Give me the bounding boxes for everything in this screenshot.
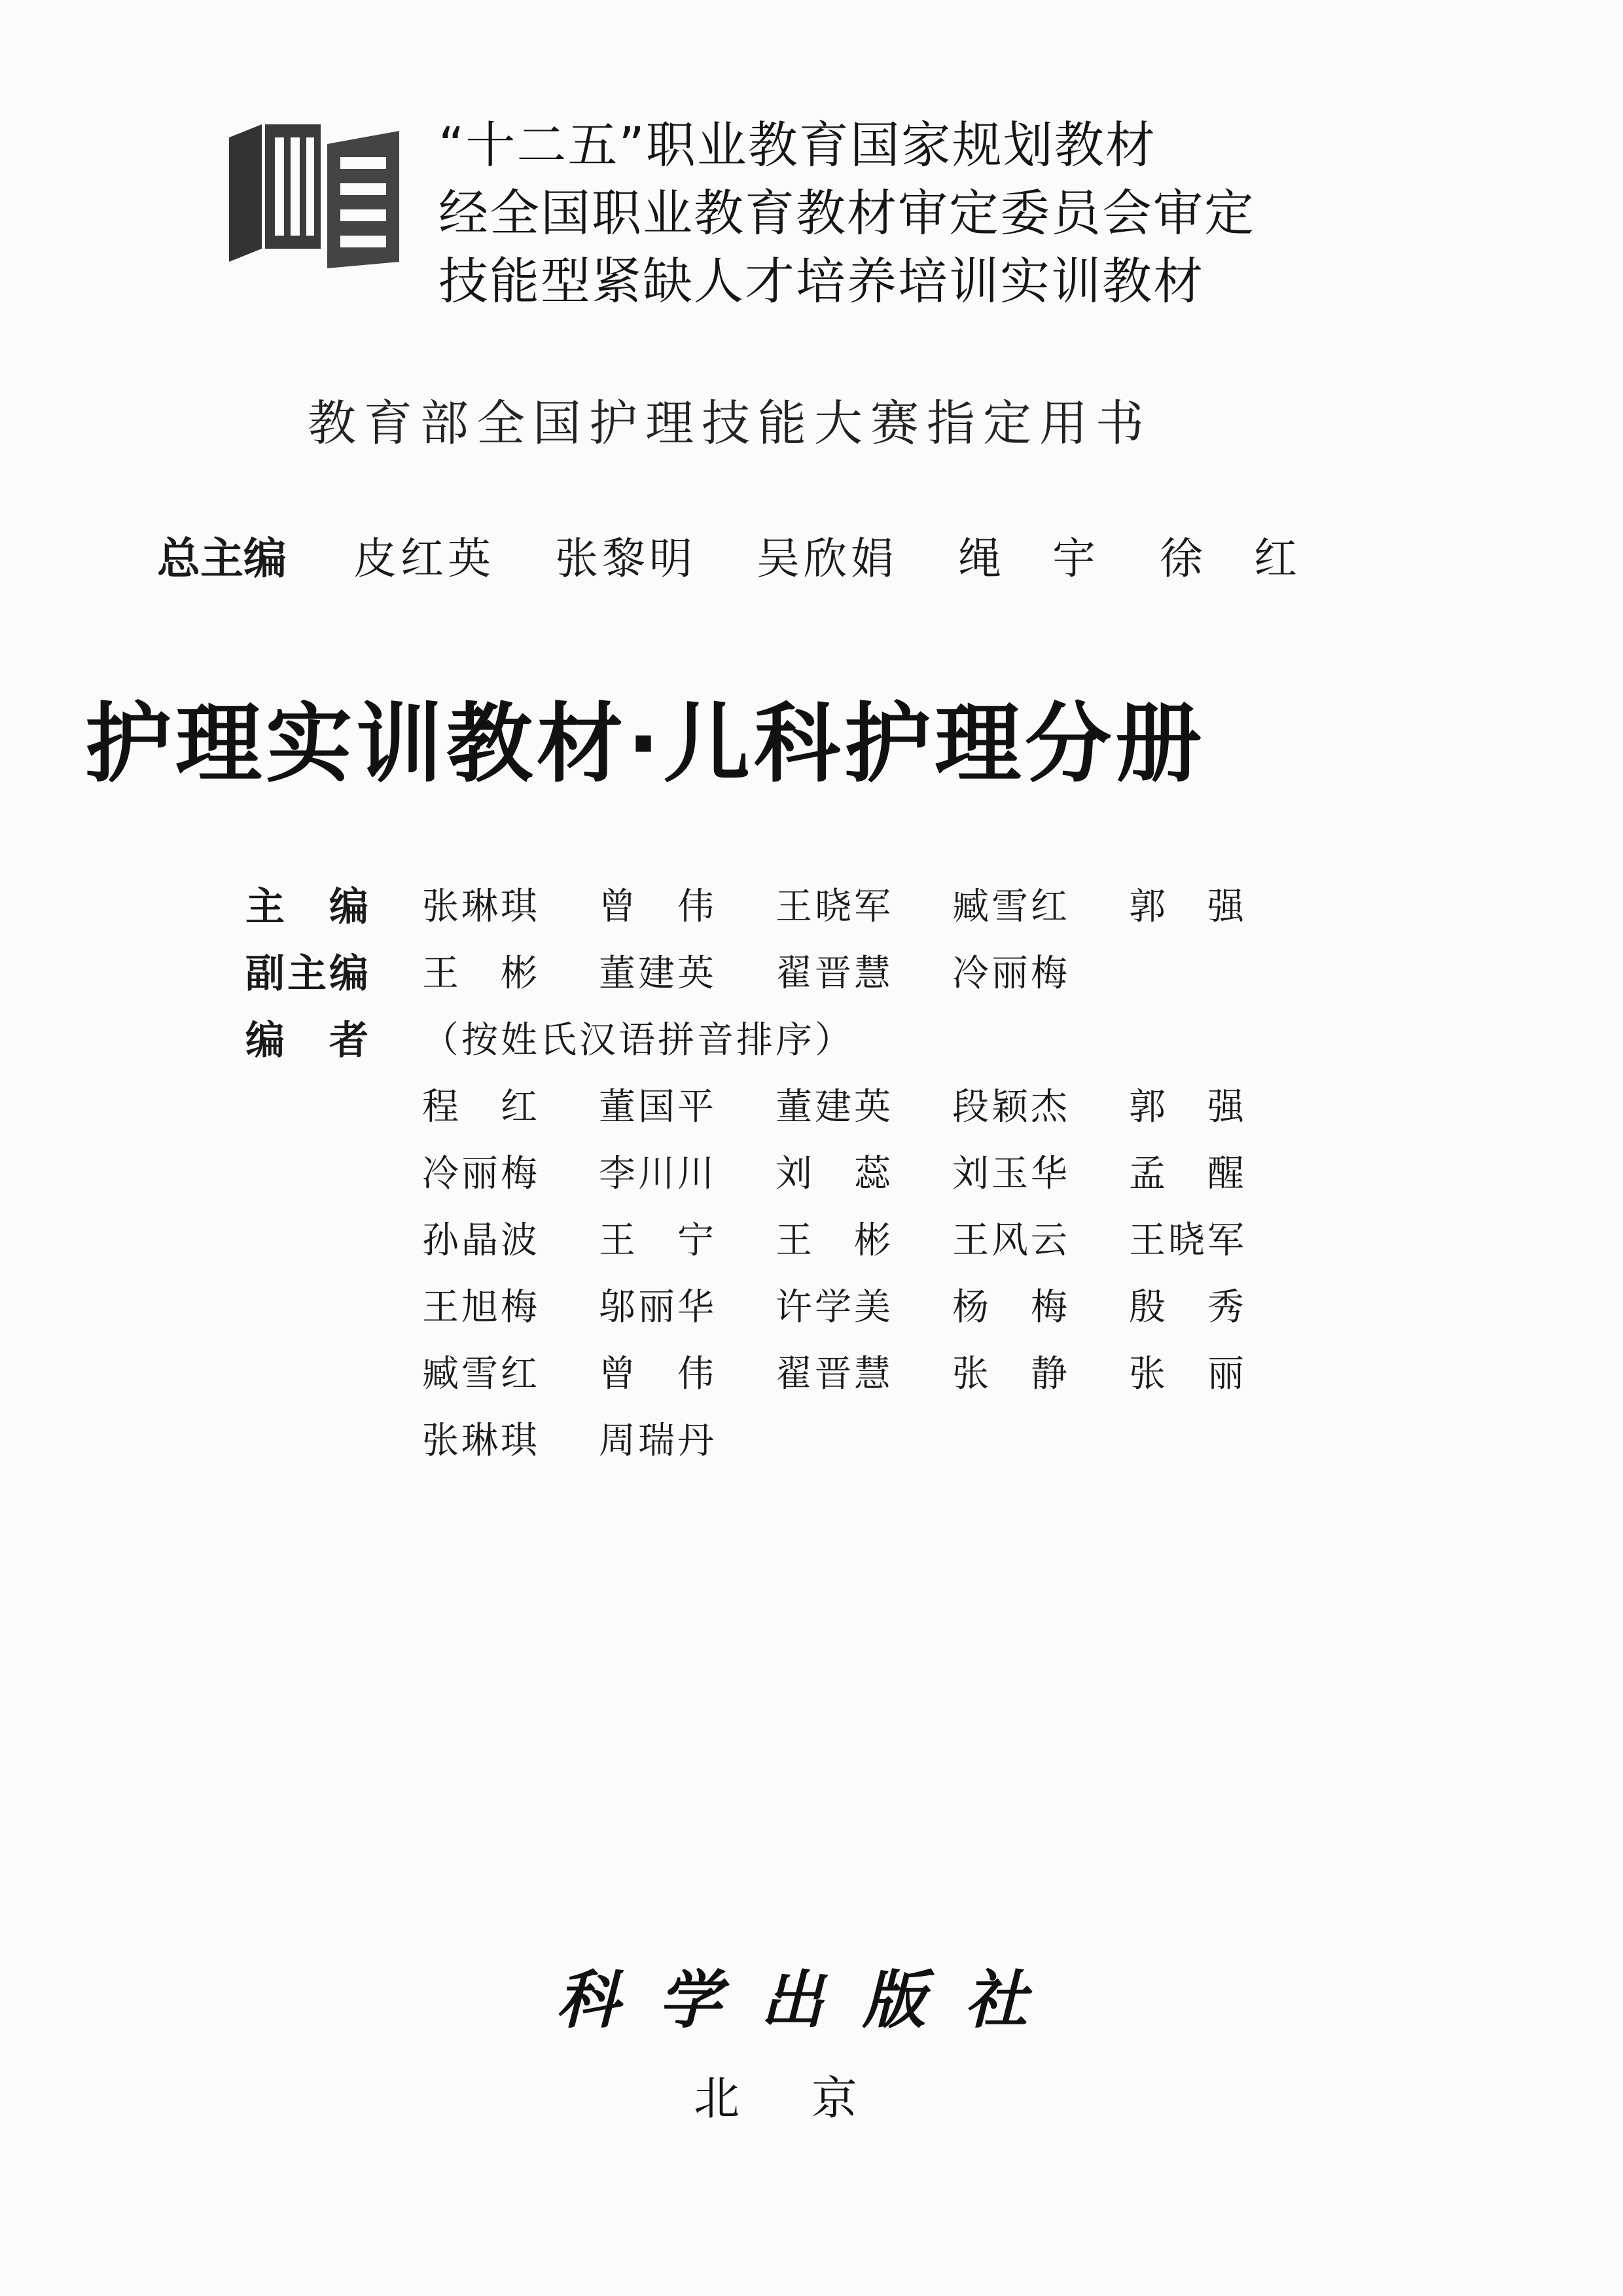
publisher-city: 北京 — [694, 2072, 929, 2125]
authors-row — [422, 1204, 1306, 1271]
author-name: 曾 伟 — [599, 1353, 717, 1395]
author-name: 杨 梅 — [952, 1286, 1070, 1329]
author-name: 董建英 — [776, 1086, 893, 1128]
author-name: 王旭梅 — [422, 1286, 540, 1329]
deputy-editor-name: 董建英 — [599, 952, 717, 995]
authors-header-row — [245, 1004, 1306, 1071]
author-name: 王 宁 — [599, 1219, 717, 1262]
author-name: 孙晶波 — [422, 1219, 540, 1262]
designated-use: 教育部全国护理技能大赛指定用书 — [308, 395, 1152, 452]
authors-row — [422, 1338, 1306, 1405]
author-name: 殷 秀 — [1129, 1286, 1247, 1329]
credits-block — [245, 870, 1306, 1471]
author-name: 冷丽梅 — [422, 1153, 540, 1195]
author-name: 董国平 — [599, 1086, 717, 1128]
deputy-editor-name: 翟晋慧 — [776, 952, 893, 995]
authors-row — [422, 1071, 1306, 1138]
deputy-editors-label: 副主编 — [245, 951, 371, 997]
author-name: 王风云 — [952, 1219, 1070, 1262]
chief-editor-name: 张黎明 — [555, 533, 696, 584]
authors-row — [422, 1271, 1306, 1338]
author-name: 刘玉华 — [952, 1153, 1070, 1195]
editor-name: 臧雪红 — [952, 886, 1070, 928]
author-name: 刘 蕊 — [776, 1153, 893, 1195]
editor-name: 张琳琪 — [422, 886, 540, 928]
author-name: 段颖杰 — [952, 1086, 1070, 1128]
author-name: 许学美 — [776, 1286, 893, 1329]
chief-editor-name: 吴欣娟 — [757, 533, 898, 584]
series-block — [438, 111, 1255, 315]
series-line-3: 技能型紧缺人才培养培训实训教材 — [438, 252, 1204, 310]
editors-row — [245, 870, 1306, 937]
editor-name: 曾 伟 — [599, 886, 717, 928]
editor-name: 王晓军 — [776, 886, 893, 928]
chief-editor-name: 徐 红 — [1160, 533, 1301, 584]
publisher-logo-icon — [223, 118, 406, 275]
editors-label: 主 编 — [245, 884, 371, 930]
authors-label: 编 者 — [245, 1018, 371, 1064]
authors-row — [422, 1138, 1306, 1204]
author-name: 臧雪红 — [422, 1353, 540, 1395]
editor-name: 郭 强 — [1129, 886, 1247, 928]
deputy-editor-name: 王 彬 — [422, 952, 540, 995]
authors-row — [422, 1405, 1306, 1471]
chief-editors — [157, 524, 1361, 586]
author-name: 李川川 — [599, 1153, 717, 1195]
authors-list — [422, 1071, 1306, 1471]
author-name: 孟 醒 — [1129, 1153, 1247, 1195]
author-name: 张 丽 — [1129, 1353, 1247, 1395]
chief-editors-label: 总主编 — [157, 533, 287, 584]
author-name: 张琳琪 — [422, 1420, 540, 1462]
authors-sort-note: （按姓氏汉语拼音排序） — [422, 1019, 854, 1062]
book-title: 护理实训教材·儿科护理分册 — [85, 694, 1206, 795]
author-name: 程 红 — [422, 1086, 540, 1128]
author-name: 周瑞丹 — [599, 1420, 717, 1462]
deputy-editor-name: 冷丽梅 — [952, 952, 1070, 995]
author-name: 王晓军 — [1129, 1219, 1247, 1262]
publisher-name: 科学出版社 — [556, 1963, 1067, 2037]
chief-editor-name: 绳 宇 — [958, 533, 1099, 584]
series-line-1: “十二五”职业教育国家规划教材 — [438, 116, 1156, 174]
author-name: 郭 强 — [1129, 1086, 1247, 1128]
author-name: 翟晋慧 — [776, 1353, 893, 1395]
series-line-2: 经全国职业教育教材审定委员会审定 — [438, 184, 1255, 242]
deputy-editors-row — [245, 937, 1306, 1004]
author-name: 邬丽华 — [599, 1286, 717, 1329]
author-name: 张 静 — [952, 1353, 1070, 1395]
chief-editor-name: 皮红英 — [353, 533, 495, 584]
author-name: 王 彬 — [776, 1219, 893, 1262]
chief-editors-names — [353, 524, 1361, 586]
